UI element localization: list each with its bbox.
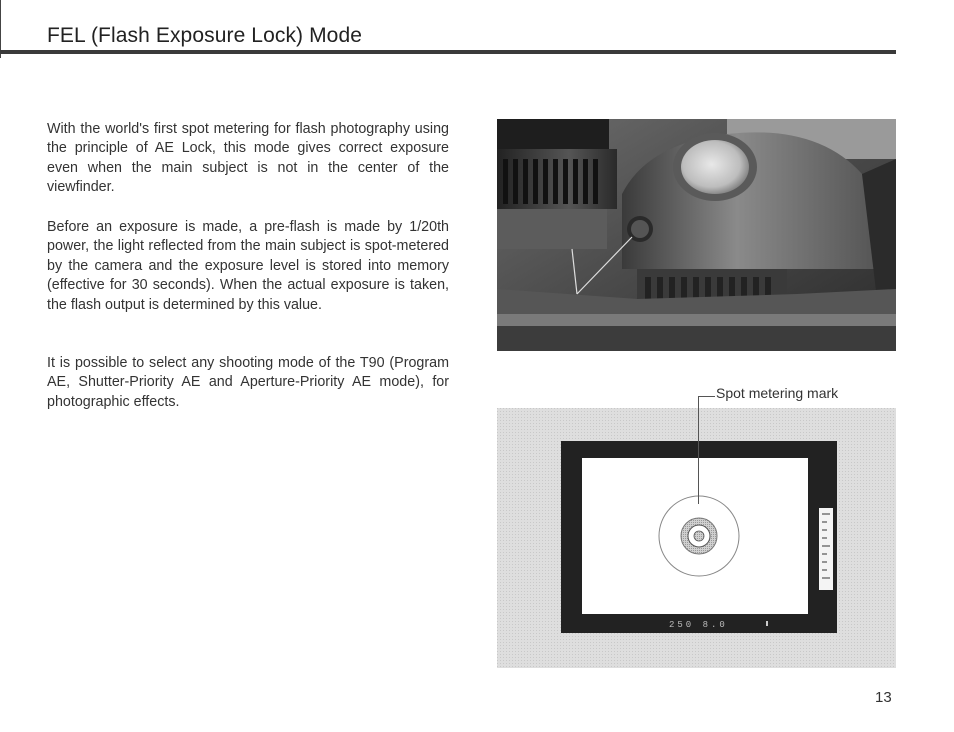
lcd-readout: 250 8.0	[669, 620, 728, 630]
title-rule	[0, 50, 896, 54]
spot-metering-mark-label: Spot metering mark	[716, 385, 839, 401]
callout-leader-vertical	[698, 396, 699, 504]
paragraph-intro: With the world's first spot metering for flash photography using the principle of AE Lock, this mode gives correct exposure even when the main subject is not in the center of the viewfinder.	[47, 121, 449, 196]
page-title: FEL (Flash Exposure Lock) Mode	[47, 24, 363, 47]
camera-photo	[497, 119, 896, 351]
paragraph-preflash: Before an exposure is made, a pre-flash is made by 1/20th power, the light reflected from the main subject is spot-metered by the camera and the exposure level is stored into memory (effective for 30 seconds). When the actual exposure is taken, the flash output is determined by this value.	[47, 219, 449, 313]
viewfinder-illustration	[497, 408, 896, 668]
camera-photo-illustration	[497, 119, 896, 351]
viewfinder-diagram	[497, 408, 896, 668]
callout-leader-horizontal	[698, 396, 715, 397]
paragraph-shooting-modes: It is possible to select any shooting mode of the T90 (Program AE, Shutter-Priority AE and Aperture-Priority AE mode), for photographic effects.	[47, 355, 449, 410]
page-number: 13	[875, 689, 892, 706]
